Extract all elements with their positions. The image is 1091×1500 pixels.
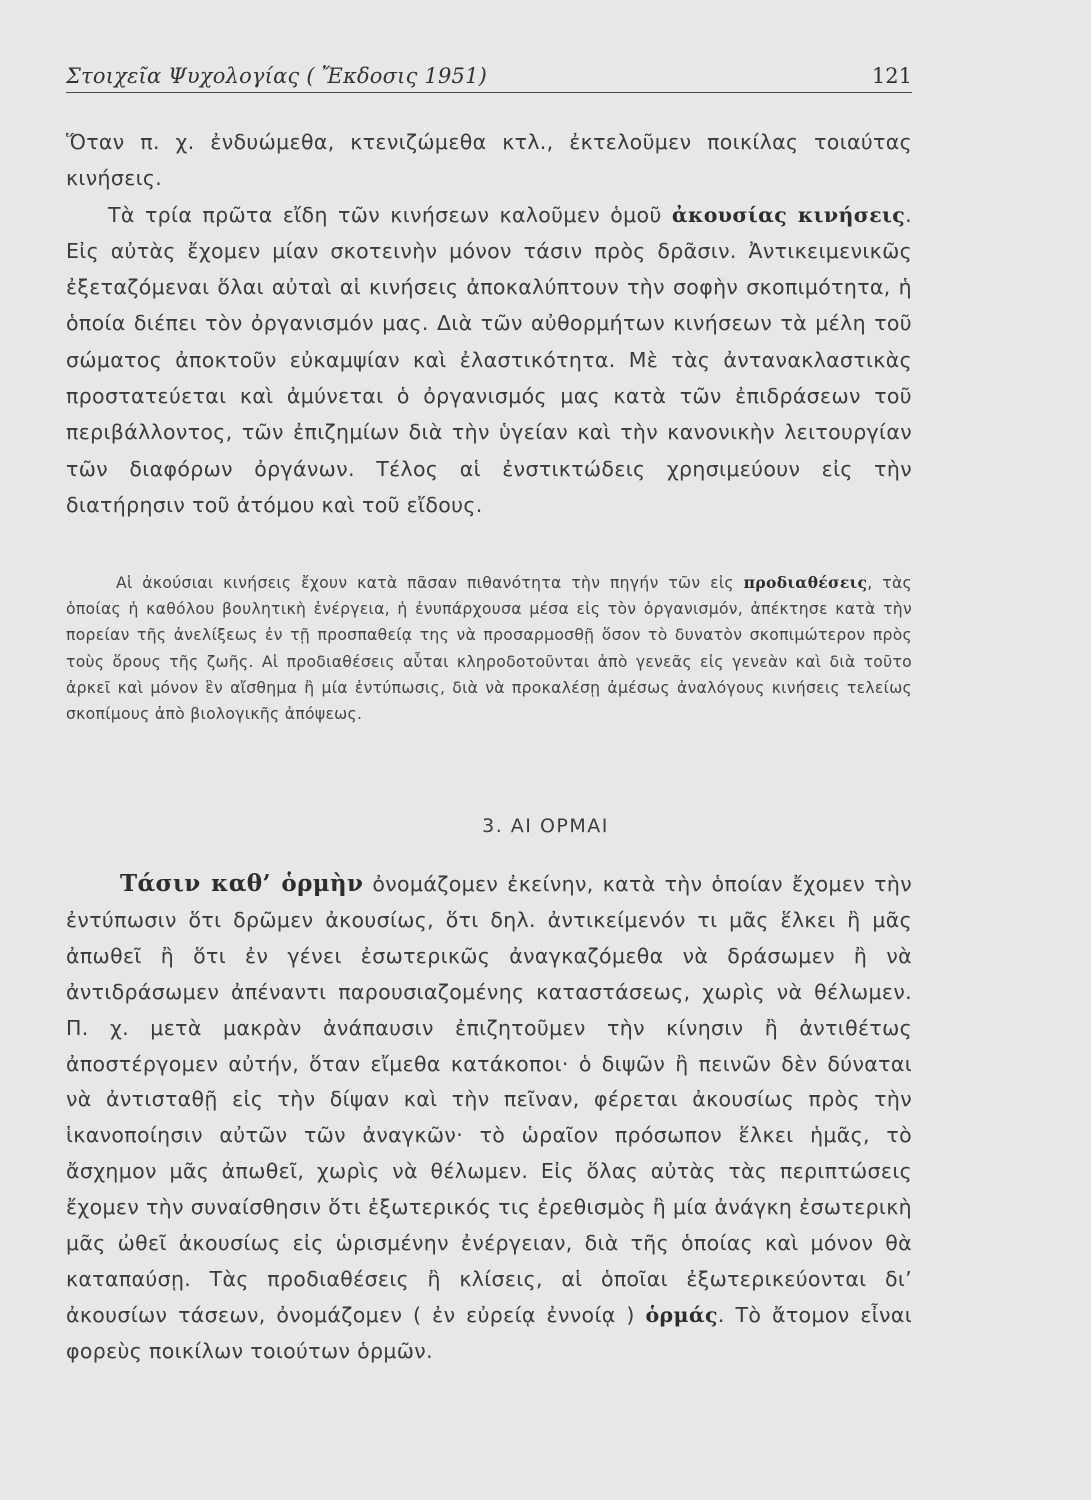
paragraph-2-text-a: Τὰ τρία πρῶτα εἴδη τῶν κινήσεων καλοῦμεν ὁμοῦ [108,202,672,227]
paragraph-2 [66,197,912,524]
footnote-block [66,570,912,727]
section-text-a: ὀνομάζομεν ἐκείνην, κατὰ τὴν ὁποίαν ἔχομεν τὴν ἐντύπωσιν ὅτι δρῶμεν ἀκουσίως, ὅτι δηλ. ἀντικείμενόν τι μᾶς ἕλκει ἢ μᾶς ἀπωθεῖ ἢ ὅτι ἐν γένει ἐσωτερικῶς ἀναγκαζόμεθα νὰ δράσωμεν ἢ νὰ ἀντιδράσωμεν ἀπέναντι παρουσιαζομένης καταστάσεως, χωρὶς νὰ θέλωμεν. Π. χ. μετὰ μακρὰν ἀνάπαυσιν ἐπιζητοῦμεν τὴν κίνησιν ἢ ἀντιθέτως ἀποστέργομεν αὐτήν, ὅταν εἴμεθα κατάκοποι· ὁ διψῶν ἢ πεινῶν δὲν δύναται νὰ ἀντισταθῇ εἰς τὴν δίψαν καὶ τὴν πεῖναν, φέρεται ἀκουσίως πρὸς τὴν ἱκανοποίησιν αὐτῶν τῶν ἀναγκῶν· τὸ ὡραῖον πρόσωπον ἕλκει ἡμᾶς, τὸ ἄσχημον μᾶς ἀπωθεῖ, χωρὶς νὰ θέλωμεν. Εἰς ὅλας αὐτὰς τὰς περιπτώσεις ἔχομεν τὴν συναίσθησιν ὅτι ἐξωτερικός τις ἐρεθισμὸς ἢ μία ἀνάγκη ἐσωτερικὴ μᾶς ὠθεῖ ἀκουσίως εἰς ὡρισμένην ἐνέργειαν, διὰ τῆς ὁποίας καὶ μόνον θὰ καταπαύσῃ. Τὰς προδιαθέσεις ἢ κλίσεις, αἱ ὁποῖαι ἐξωτερικεύονται δι’ ἀκουσίων τάσεων, ὀνομάζομεν ( ἐν εὐρείᾳ ἐννοίᾳ ) [66,872,913,1327]
footnote-text-b: , τὰς ὁποίας ἡ καθόλου βουλητικὴ ἐνέργεια, ἡ ἐνυπάρχουσα μέσα εἰς τὸν ὀργανισμόν, ἀπέκτησε κατὰ τὴν πορείαν τῆς ἀνελίξεως ἐν τῇ προσπαθείᾳ της νὰ προσαρμοσθῇ ὅσον τὸ δυνατὸν σκοπιμώτερον πρὸς τοὺς ὅρους τῆς ζωῆς. Αἱ προδιαθέσεις αὗται κληροδοτοῦνται ἀπὸ γενεᾶς εἰς γενεὰν καὶ διὰ τοῦτο ἀρκεῖ καὶ μόνον ἓν αἴσθημα ἢ μία ἐντύπωσις, διὰ νὰ προκαλέσῃ ἀμέσως ἀναλόγους κινήσεις τελείως σκοπίμους ἀπὸ βιολογικῆς ἀπόψεως. [66,574,913,724]
running-title: Στοιχεῖα Ψυχολογίας ( Ἔκδοσις 1951) [66,64,488,88]
page-number: 121 [871,64,912,88]
term-drives: ὁρμάς [645,1302,718,1327]
paragraph-1-text: Ὅταν π. χ. ἐνδυώμεθα, κτενιζώμεθα κτλ., ἐκτελοῦμεν ποικίλας τοιαύτας κινήσεις. [66,130,912,191]
section-text-b: . Τὸ ἄτομον εἶναι φορεὺς ποικίλων τοιούτων ὁρμῶν. [66,1302,912,1363]
term-impulse-tendency: Τάσιν καθ’ ὁρμὴν [120,870,364,897]
section-text [66,866,912,1370]
body-text [66,124,912,523]
section-heading: 3. ΑΙ ΟΡΜΑΙ [482,815,609,837]
term-predispositions: προδιαθέσεις [743,573,868,592]
paragraph-2-text-b: . Εἰς αὐτὰς ἔχομεν μίαν σκοτεινὴν μόνον τάσιν πρὸς δρᾶσιν. Ἀντικειμενικῶς ἐξεταζόμεναι ὅλαι αὐταὶ αἱ κινήσεις ἀποκαλύπτουν τὴν σοφὴν σκοπιμότητα, ἡ ὁποία διέπει τὸν ὀργανισμόν μας. Διὰ τῶν αὐθορμήτων κινήσεων τὰ μέλη τοῦ σώματος ἀποκτοῦν εὐκαμψίαν καὶ ἐλαστικότητα. Μὲ τὰς ἀντανακλαστικὰς προστατεύεται καὶ ἀμύνεται ὁ ὀργανισμός μας κατὰ τῶν ἐπιδράσεων τοῦ περιβάλλοντος, τῶν ἐπιζημίων διὰ τὴν ὑγείαν καὶ τὴν κανονικὴν λειτουργίαν τῶν διαφόρων ὀργάνων. Τέλος αἱ ἐνστικτώδεις χρησιμεύουν εἰς τὴν διατήρησιν τοῦ ἀτόμου καὶ τοῦ εἴδους. [66,202,912,517]
footnote-text-a: Αἱ ἀκούσιαι κινήσεις ἔχουν κατὰ πᾶσαν πιθανότητα τὴν πηγήν τῶν εἰς [116,574,744,592]
section-paragraph [66,866,912,1370]
paragraph-1 [66,124,912,197]
footnote-paragraph [66,570,912,727]
running-header [66,62,912,93]
term-involuntary-movements: ἀκουσίας κινήσεις [671,202,906,227]
